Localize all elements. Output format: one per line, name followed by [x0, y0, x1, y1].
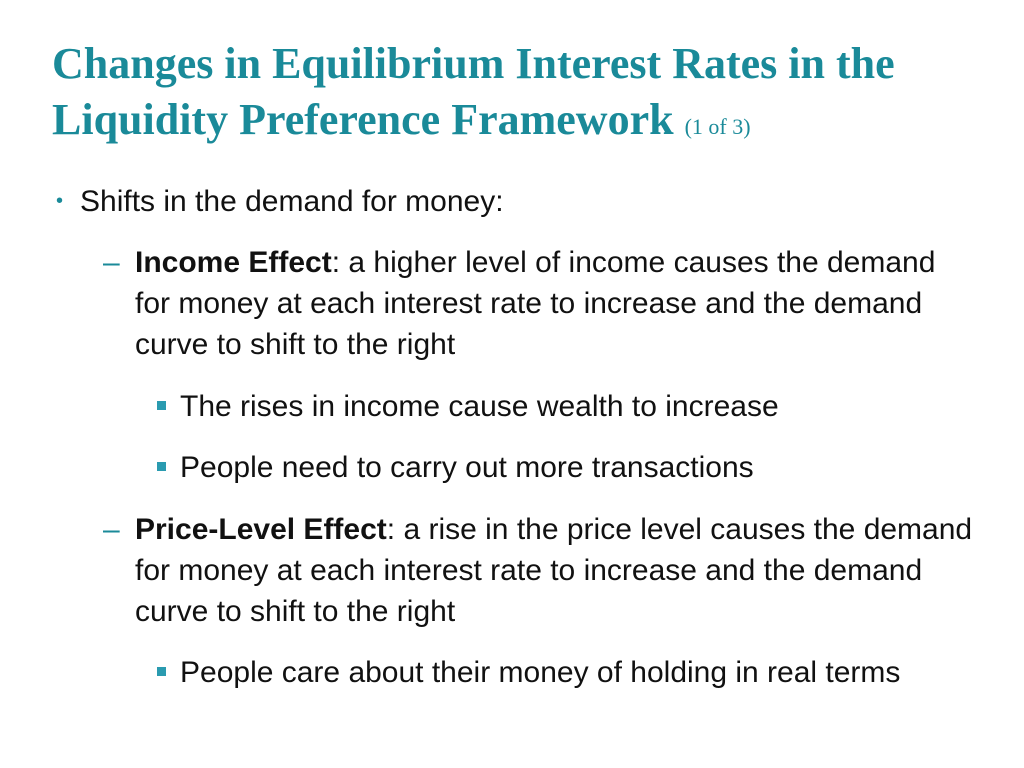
- sub-bullet-text: The rises in income cause wealth to increase: [180, 390, 779, 423]
- sub-bullet-text: People need to carry out more transactions: [180, 451, 754, 484]
- bullet-shifts-in-demand: [56, 181, 980, 222]
- sub-bullet-real-terms: [180, 652, 970, 693]
- sub-bullet-more-transactions: [180, 447, 970, 488]
- title-text: Changes in Equilibrium Interest Rates in the Liquidity Preference Framework: [52, 39, 895, 144]
- dash-bullet-icon: –: [103, 513, 120, 546]
- bullet-income-effect: [103, 242, 975, 365]
- square-bullet-icon: [157, 401, 166, 410]
- bullet-dot-icon: •: [56, 190, 64, 212]
- sub-bullet-text: People care about their money of holding in real terms: [180, 656, 901, 689]
- bullet-text: Shifts in the demand for money:: [80, 185, 504, 218]
- price-level-effect-text: : a rise in the price level causes the demand for money at each interest rate to increase and the demand curve to shift to the right: [135, 513, 973, 628]
- dash-bullet-icon: –: [103, 246, 120, 279]
- bullet-price-level-effect: [103, 509, 975, 632]
- price-level-effect-label: Price-Level Effect: [135, 513, 387, 546]
- title-page-indicator: (1 of 3): [684, 114, 751, 139]
- income-effect-label: Income Effect: [135, 246, 332, 279]
- income-effect-text: : a higher level of income causes the demand for money at each interest rate to increase and the demand curve to shift to the right: [135, 246, 936, 361]
- square-bullet-icon: [157, 462, 166, 471]
- sub-bullet-rises-in-income: [180, 386, 970, 427]
- square-bullet-icon: [157, 667, 166, 676]
